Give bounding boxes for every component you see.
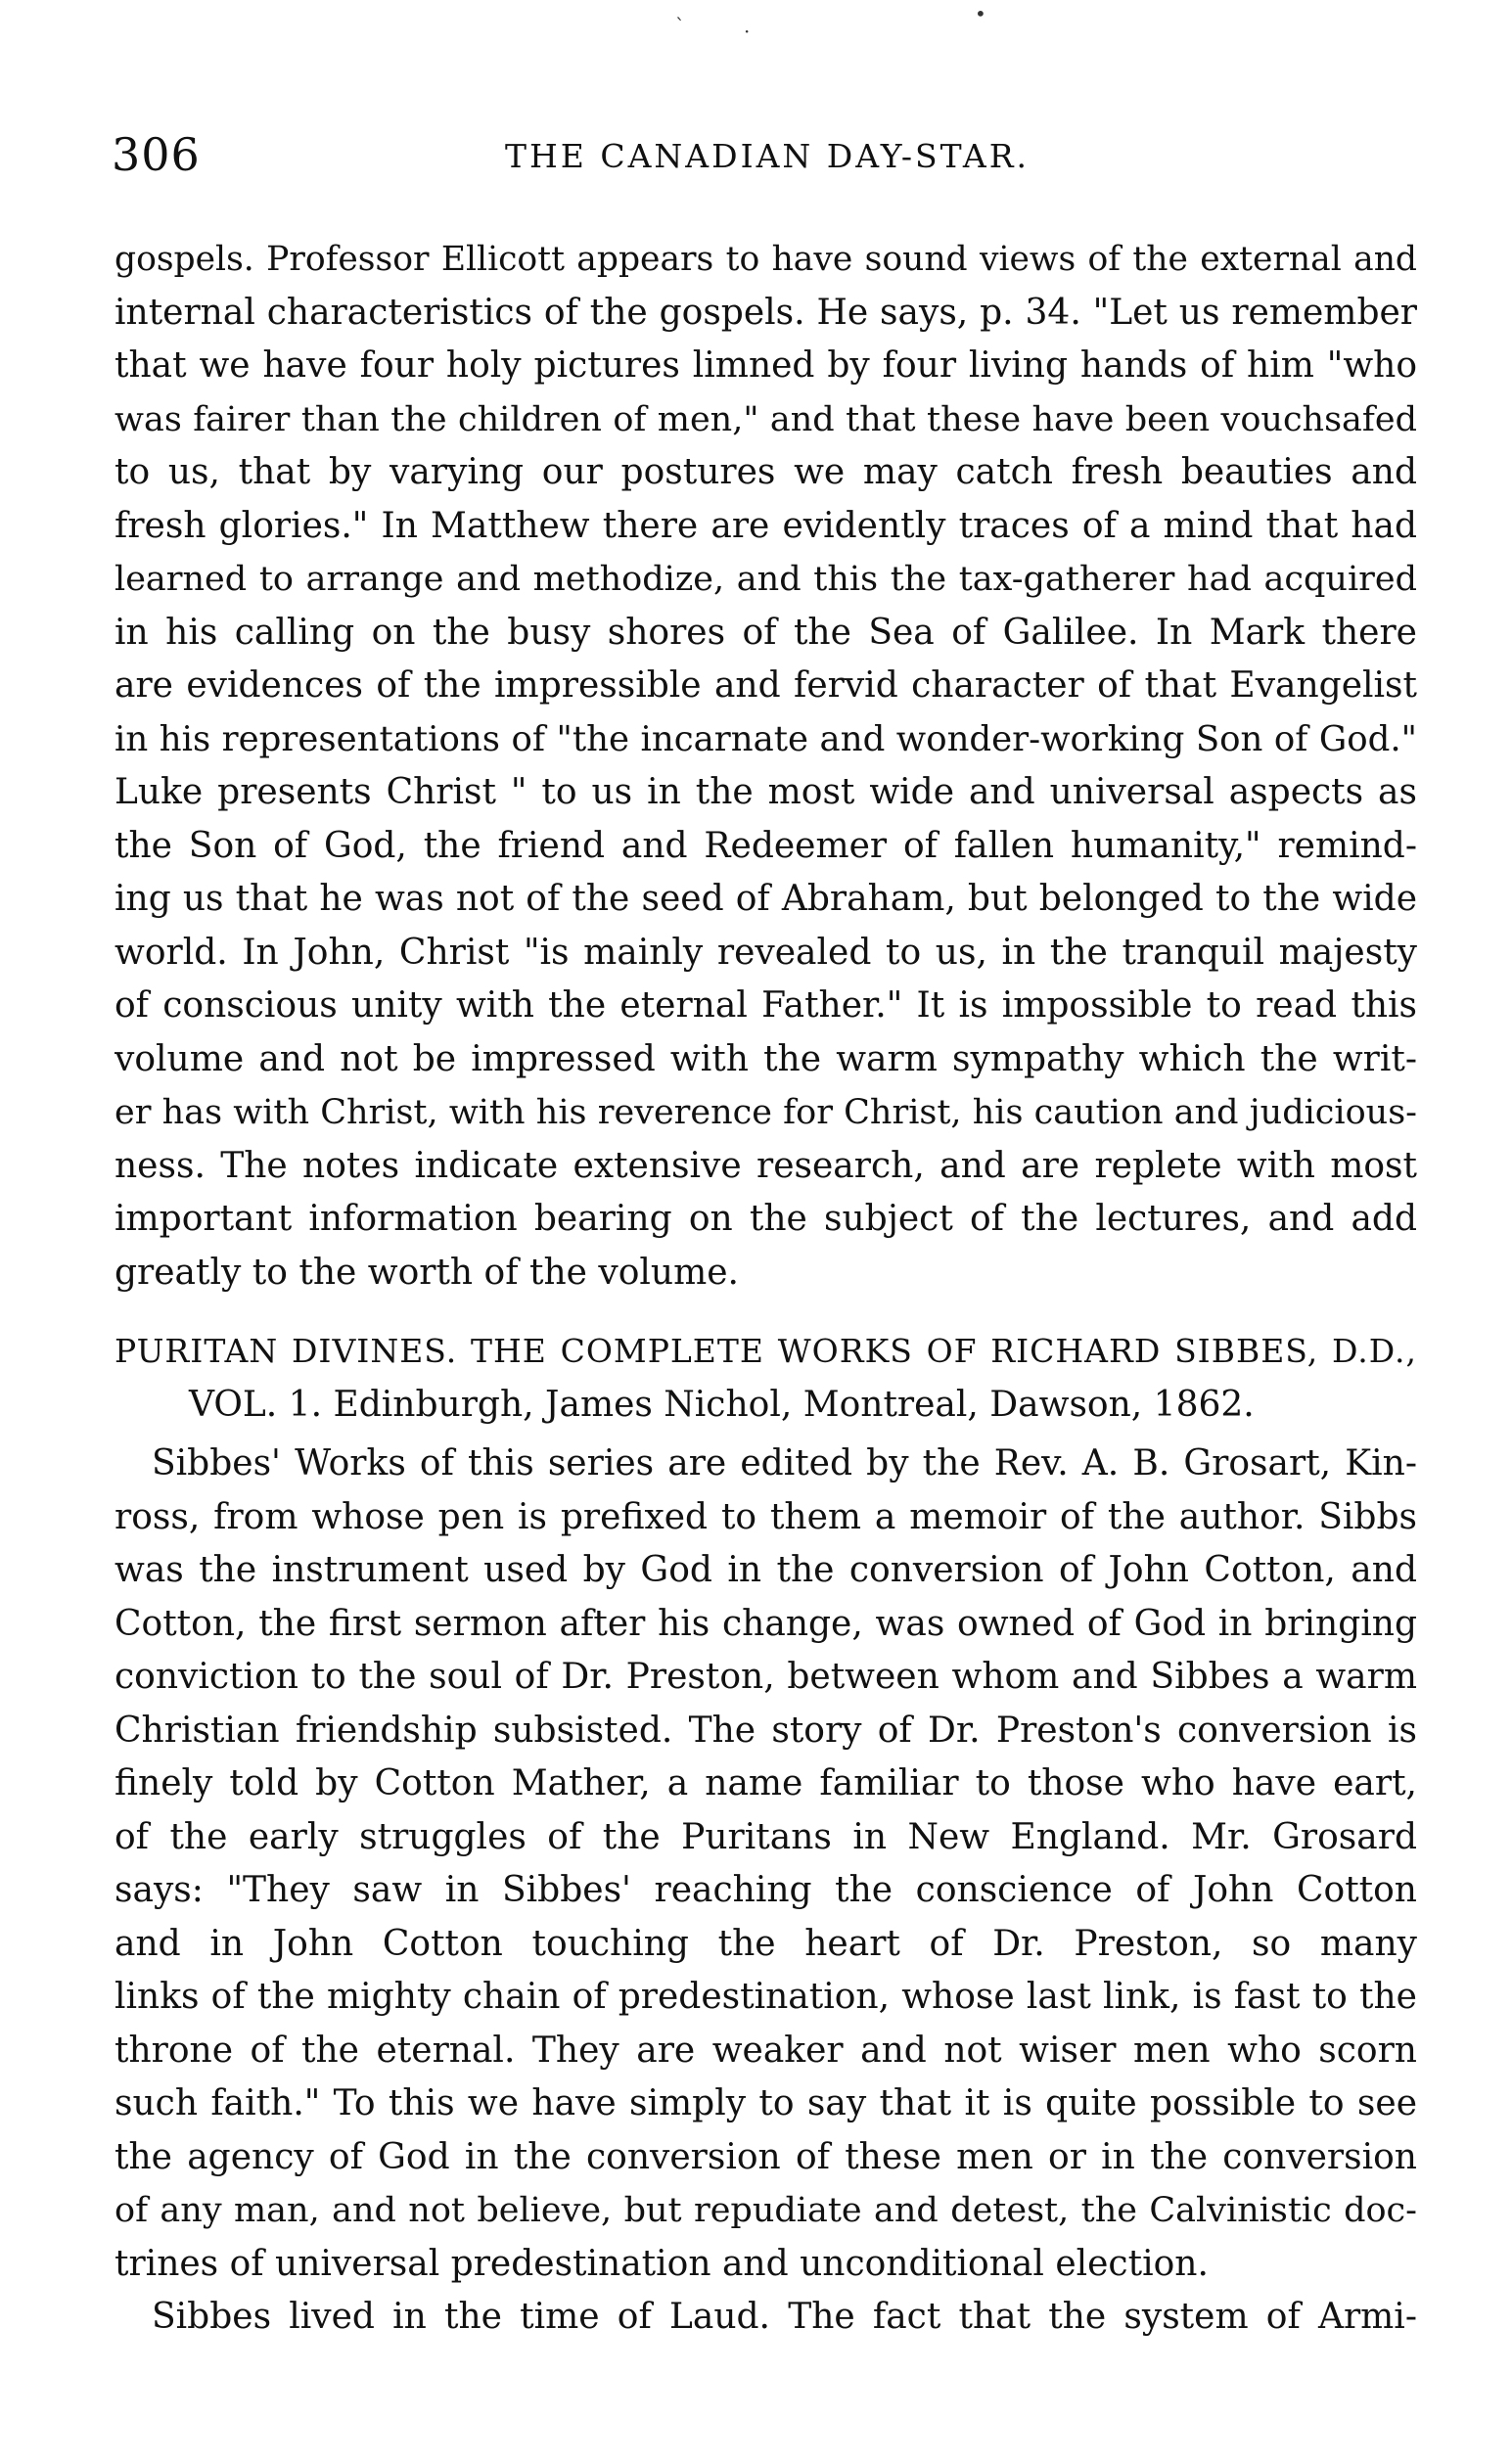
text-line: fresh glories." In Matthew there are evidently traces of a mind that had xyxy=(115,505,1417,546)
text-line: gospels. Professor Ellicott appears to have sound views of the external and xyxy=(115,240,1417,279)
text-line: important information bearing on the subject of the lectures, and add xyxy=(115,1199,1417,1239)
text-line: Sibbes lived in the time of Laud. The fact that the system of Armi- xyxy=(152,2297,1417,2337)
text-line: such faith." To this we have simply to say that it is quite possible to see xyxy=(115,2083,1417,2123)
text-line: Luke presents Christ " to us in the most wide and universal aspects as xyxy=(115,772,1417,812)
paragraph-sibbes-review xyxy=(115,1437,1417,2291)
text-line: that we have four holy pictures limned by four living hands of him "who xyxy=(115,345,1417,386)
text-line: of any man, and not believe, but repudiate and detest, the Calvinistic doc- xyxy=(115,2191,1417,2230)
text-line: to us, that by varying our postures we may catch fresh beauties and xyxy=(115,452,1417,492)
text-line: says: "They saw in Sibbes' reaching the conscience of John Cotton xyxy=(115,1870,1417,1910)
text-line: was fairer than the children of men," and that these have been vouchsafed xyxy=(115,399,1417,439)
text-line: links of the mighty chain of predestination, whose last link, is fast to the xyxy=(115,1977,1417,2017)
text-line: greatly to the worth of the volume. xyxy=(115,1252,739,1293)
review-heading-imprint: VOL. 1. Edinburgh, James Nichol, Montreal, Dawson, 1862. xyxy=(189,1384,1255,1425)
review-heading xyxy=(115,1325,1417,1432)
text-line: learned to arrange and methodize, and this the tax-gatherer had acquired xyxy=(115,560,1417,599)
review-heading-title: PURITAN DIVINES. THE COMPLETE WORKS OF RICHARD SIBBES, D.D., xyxy=(115,1332,1417,1370)
text-line: trines of universal predestination and unconditional election. xyxy=(115,2243,1209,2284)
text-line: Sibbes' Works of this series are edited by the Rev. A. B. Grosart, Kin- xyxy=(152,1443,1417,1483)
stray-mark-2: · xyxy=(744,20,751,43)
page-header xyxy=(112,125,1423,184)
text-line: the Son of God, the friend and Redeemer of fallen humanity," remind- xyxy=(115,825,1417,866)
page-body xyxy=(115,225,1417,2345)
text-line: throne of the eternal. They are weaker and not wiser men who scorn xyxy=(115,2030,1417,2071)
text-line: was the instrument used by God in the conversion of John Cotton, and xyxy=(115,1550,1417,1590)
running-title: THE CANADIAN DAY-STAR. xyxy=(504,137,1031,175)
text-line: are evidences of the impressible and fervid character of that Evangelist xyxy=(115,665,1417,706)
text-line: finely told by Cotton Mather, a name familiar to those who have eart, xyxy=(115,1763,1417,1803)
text-line: in his calling on the busy shores of the Sea of Galilee. In Mark there xyxy=(115,612,1417,653)
text-line: internal characteristics of the gospels. He says, p. 34. "Let us remember xyxy=(115,292,1417,333)
text-line: world. In John, Christ "is mainly revealed to us, in the tranquil majesty xyxy=(115,932,1417,973)
text-line: ross, from whose pen is prefixed to them a memoir of the author. Sibbs xyxy=(115,1496,1417,1537)
text-line: of conscious unity with the eternal Father." It is impossible to read this xyxy=(115,985,1417,1026)
paragraph-sibbes-laud xyxy=(115,2291,1417,2345)
text-line: and in John Cotton touching the heart of Dr. Preston, so many xyxy=(115,1923,1417,1964)
page-number: 306 xyxy=(112,128,201,181)
text-line: Christian friendship subsisted. The story of Dr. Preston's conversion is xyxy=(115,1710,1417,1751)
stray-mark-1: ˋ xyxy=(675,14,685,37)
paragraph-ellicott-review xyxy=(115,233,1417,1300)
stray-mark-3: • xyxy=(975,2,986,25)
text-line: conviction to the soul of Dr. Preston, between whom and Sibbes a warm xyxy=(115,1657,1417,1697)
text-line: the agency of God in the conversion of these men or in the conversion xyxy=(115,2136,1417,2177)
text-line: in his representations of "the incarnate and wonder-working Son of God." xyxy=(115,718,1417,759)
text-line: Cotton, the first sermon after his change, was owned of God in bringing xyxy=(115,1603,1417,1644)
text-line: er has with Christ, with his reverence for Christ, his caution and judicious- xyxy=(115,1093,1417,1132)
text-line: ing us that he was not of the seed of Abraham, but belonged to the wide xyxy=(115,879,1417,919)
section-gap xyxy=(115,1300,1417,1325)
text-line: of the early struggles of the Puritans in New England. Mr. Grosard xyxy=(115,1816,1417,1857)
text-line: ness. The notes indicate extensive research, and are replete with most xyxy=(115,1145,1417,1186)
text-line: volume and not be impressed with the warm sympathy which the writ- xyxy=(115,1038,1417,1079)
